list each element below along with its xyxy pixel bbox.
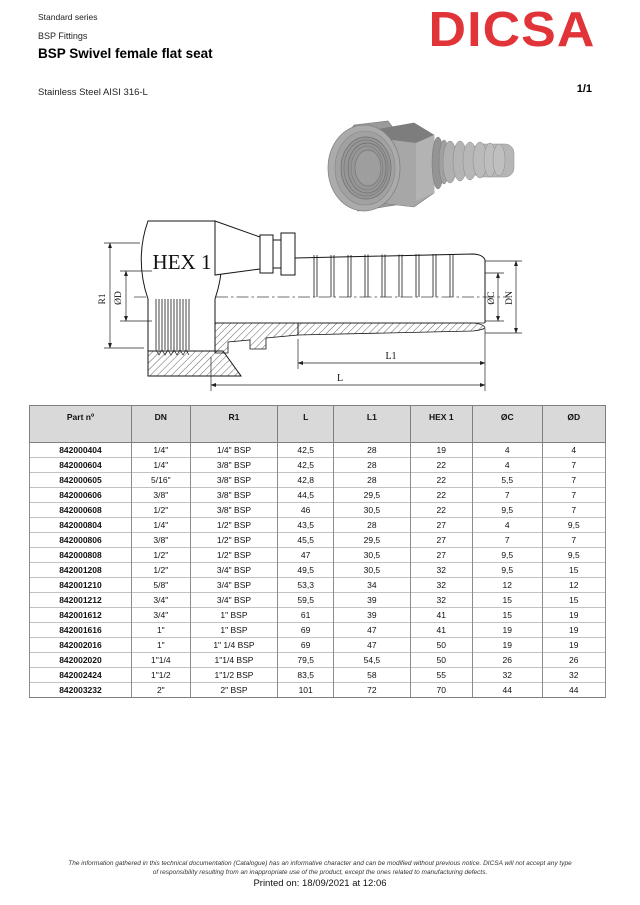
table-cell: 32	[410, 593, 472, 608]
table-header-row	[30, 406, 606, 443]
table-cell: 3/8" BSP	[190, 488, 278, 503]
table-cell: 43,5	[278, 518, 334, 533]
part-number-cell: 842000404	[30, 443, 132, 458]
table-cell: 5,5	[472, 473, 542, 488]
collar-cone	[215, 221, 260, 275]
table-cell: 9,5	[472, 548, 542, 563]
table-cell: 45,5	[278, 533, 334, 548]
table-row	[30, 623, 606, 638]
table-cell: 1/4"	[131, 518, 190, 533]
table-cell: 4	[542, 443, 605, 458]
table-cell: 3/8" BSP	[190, 473, 278, 488]
table-row	[30, 503, 606, 518]
table-row	[30, 653, 606, 668]
table-cell: 47	[278, 548, 334, 563]
table-cell: 72	[334, 683, 411, 698]
table-cell: 3/4" BSP	[190, 593, 278, 608]
table-cell: 1"	[131, 623, 190, 638]
table-cell: 15	[472, 593, 542, 608]
part-number-cell: 842000804	[30, 518, 132, 533]
table-row	[30, 638, 606, 653]
part-number-cell: 842000608	[30, 503, 132, 518]
disclaimer-line-1: The information gathered in this technical documentation (Catalogue) has an informative character and can be modified without previous notice. DICSA will not accept any type	[68, 860, 572, 867]
table-cell: 26	[542, 653, 605, 668]
dicsa-logo: DICSA	[428, 3, 595, 57]
table-cell: 29,5	[334, 533, 411, 548]
table-cell: 46	[278, 503, 334, 518]
table-cell: 34	[334, 578, 411, 593]
part-number-cell: 842001210	[30, 578, 132, 593]
collar-ring-2	[281, 233, 295, 275]
table-cell: 3/4"	[131, 593, 190, 608]
table-cell: 7	[472, 533, 542, 548]
table-cell: 1/2"	[131, 503, 190, 518]
hex-label: HEX 1	[152, 250, 212, 274]
fitting-photo	[322, 113, 518, 215]
table-cell: 1"1/4	[131, 653, 190, 668]
table-cell: 15	[542, 563, 605, 578]
oc-label: ØC	[487, 291, 497, 305]
table-cell: 1"	[131, 638, 190, 653]
table-cell: 1"1/2 BSP	[190, 668, 278, 683]
table-cell: 32	[410, 578, 472, 593]
table-cell: 32	[472, 668, 542, 683]
category-label: BSP Fittings	[38, 31, 88, 41]
table-cell: 69	[278, 623, 334, 638]
barb-ring	[493, 144, 505, 176]
table-row	[30, 608, 606, 623]
table-cell: 9,5	[542, 548, 605, 563]
part-number-cell: 842001208	[30, 563, 132, 578]
col-header-part: Part nº	[30, 406, 132, 443]
table-row	[30, 518, 606, 533]
table-row	[30, 488, 606, 503]
table-cell: 12	[542, 578, 605, 593]
table-cell: 15	[542, 593, 605, 608]
table-cell: 27	[410, 548, 472, 563]
table-row	[30, 548, 606, 563]
part-number-cell: 842002020	[30, 653, 132, 668]
table-cell: 50	[410, 638, 472, 653]
page-title: BSP Swivel female flat seat	[38, 46, 213, 61]
table-cell: 30,5	[334, 503, 411, 518]
table-cell: 58	[334, 668, 411, 683]
table-cell: 1" 1/4 BSP	[190, 638, 278, 653]
table-cell: 42,5	[278, 458, 334, 473]
table-cell: 28	[334, 443, 411, 458]
table-row	[30, 563, 606, 578]
table-cell: 22	[410, 458, 472, 473]
table-cell: 19	[542, 608, 605, 623]
shaft-top-edge	[295, 254, 485, 323]
table-cell: 3/4" BSP	[190, 563, 278, 578]
table-cell: 5/16"	[131, 473, 190, 488]
table-body	[30, 443, 606, 698]
part-number-cell: 842000808	[30, 548, 132, 563]
part-number-cell: 842003232	[30, 683, 132, 698]
series-label: Standard series	[38, 12, 98, 22]
table-cell: 1/4"	[131, 458, 190, 473]
table-cell: 41	[410, 608, 472, 623]
col-header-dn: DN	[131, 406, 190, 443]
col-header-l1: L1	[334, 406, 411, 443]
table-cell: 1/2" BSP	[190, 518, 278, 533]
table-cell: 59,5	[278, 593, 334, 608]
printed-on: Printed on: 18/09/2021 at 12:06	[253, 878, 387, 889]
l1-label: L1	[385, 351, 397, 362]
table-cell: 27	[410, 518, 472, 533]
table-cell: 1" BSP	[190, 623, 278, 638]
table-cell: 41	[410, 623, 472, 638]
table-cell: 53,3	[278, 578, 334, 593]
table-cell: 1" BSP	[190, 608, 278, 623]
table-cell: 2" BSP	[190, 683, 278, 698]
table-cell: 3/8"	[131, 488, 190, 503]
table-cell: 70	[410, 683, 472, 698]
table-cell: 101	[278, 683, 334, 698]
table-cell: 28	[334, 518, 411, 533]
table-cell: 55	[410, 668, 472, 683]
r1-label: R1	[98, 293, 108, 305]
table-row	[30, 578, 606, 593]
table-cell: 30,5	[334, 548, 411, 563]
part-number-cell: 842000806	[30, 533, 132, 548]
table-cell: 19	[542, 638, 605, 653]
table-cell: 22	[410, 488, 472, 503]
table-cell: 50	[410, 653, 472, 668]
col-header-hex1: HEX 1	[410, 406, 472, 443]
table-cell: 4	[472, 443, 542, 458]
table-cell: 27	[410, 533, 472, 548]
table-cell: 22	[410, 473, 472, 488]
table-cell: 1/4" BSP	[190, 443, 278, 458]
l-label: L	[336, 373, 344, 384]
od-label: ØD	[114, 291, 124, 305]
table-cell: 79,5	[278, 653, 334, 668]
table-cell: 42,5	[278, 443, 334, 458]
hex-front-facet	[416, 135, 434, 201]
table-cell: 83,5	[278, 668, 334, 683]
table-cell: 32	[542, 668, 605, 683]
table-cell: 7	[542, 458, 605, 473]
table-cell: 5/8"	[131, 578, 190, 593]
table-cell: 4	[472, 458, 542, 473]
table-row	[30, 668, 606, 683]
dim-r1	[104, 243, 144, 348]
table-cell: 32	[410, 563, 472, 578]
page-number: 1/1	[576, 83, 592, 95]
table-cell: 7	[472, 488, 542, 503]
collar-ring-1	[260, 235, 273, 273]
table-cell: 19	[472, 638, 542, 653]
part-number-cell: 842000604	[30, 458, 132, 473]
col-header-oc: ØC	[472, 406, 542, 443]
table-cell: 15	[472, 608, 542, 623]
table-cell: 44	[472, 683, 542, 698]
table-cell: 42,8	[278, 473, 334, 488]
dim-l	[211, 357, 485, 391]
table-cell: 28	[334, 473, 411, 488]
table-cell: 39	[334, 593, 411, 608]
col-header-od: ØD	[542, 406, 605, 443]
table-cell: 1"1/4 BSP	[190, 653, 278, 668]
shaft-wall-section	[298, 323, 485, 335]
table-cell: 47	[334, 623, 411, 638]
table-cell: 9,5	[472, 503, 542, 518]
table-row	[30, 593, 606, 608]
table-cell: 30,5	[334, 563, 411, 578]
table-cell: 19	[410, 443, 472, 458]
col-header-r1: R1	[190, 406, 278, 443]
table-cell: 19	[542, 623, 605, 638]
table-cell: 3/8"	[131, 533, 190, 548]
dn-label: DN	[505, 291, 515, 305]
table-cell: 47	[334, 638, 411, 653]
table-cell: 4	[472, 518, 542, 533]
table-cell: 1/4"	[131, 443, 190, 458]
table-cell: 29,5	[334, 488, 411, 503]
bore-hole	[355, 150, 381, 186]
parts-table	[29, 405, 606, 698]
table-cell: 39	[334, 608, 411, 623]
part-number-cell: 842000605	[30, 473, 132, 488]
table-cell: 7	[542, 503, 605, 518]
table-cell: 26	[472, 653, 542, 668]
col-header-l: L	[278, 406, 334, 443]
table-cell: 44,5	[278, 488, 334, 503]
collar-groove	[273, 240, 281, 268]
table-cell: 54,5	[334, 653, 411, 668]
table-cell: 49,5	[278, 563, 334, 578]
table-cell: 9,5	[472, 563, 542, 578]
table-cell: 1/2"	[131, 563, 190, 578]
table-cell: 3/4" BSP	[190, 578, 278, 593]
table-cell: 3/8" BSP	[190, 503, 278, 518]
part-number-cell: 842000606	[30, 488, 132, 503]
table-cell: 22	[410, 503, 472, 518]
table-cell: 28	[334, 458, 411, 473]
table-row	[30, 473, 606, 488]
barb-lines	[314, 254, 453, 297]
table-cell: 1"1/2	[131, 668, 190, 683]
table-cell: 1/2" BSP	[190, 533, 278, 548]
table-cell: 2"	[131, 683, 190, 698]
table-cell: 9,5	[542, 518, 605, 533]
table-cell: 1/2" BSP	[190, 548, 278, 563]
part-number-cell: 842001612	[30, 608, 132, 623]
table-cell: 3/4"	[131, 608, 190, 623]
table-row	[30, 533, 606, 548]
footer-disclaimer	[0, 860, 640, 878]
table-cell: 7	[542, 488, 605, 503]
nut-base-section	[148, 351, 241, 376]
table-row	[30, 443, 606, 458]
part-number-cell: 842001212	[30, 593, 132, 608]
table-cell: 69	[278, 638, 334, 653]
material-label: Stainless Steel AISI 316-L	[38, 87, 148, 98]
table-row	[30, 683, 606, 698]
spigot-step-section	[215, 323, 298, 353]
table-row	[30, 458, 606, 473]
disclaimer-line-2: of responsibility resulting from an inappropriate use of the product, except the ones related to manufacturing defects.	[152, 868, 488, 876]
table-cell: 7	[542, 533, 605, 548]
part-number-cell: 842002424	[30, 668, 132, 683]
part-number-cell: 842002016	[30, 638, 132, 653]
table-cell: 3/8" BSP	[190, 458, 278, 473]
table-cell: 12	[472, 578, 542, 593]
table-cell: 19	[472, 623, 542, 638]
table-cell: 44	[542, 683, 605, 698]
table-cell: 61	[278, 608, 334, 623]
technical-drawing	[88, 211, 532, 397]
nut-outline	[141, 221, 222, 351]
part-number-cell: 842001616	[30, 623, 132, 638]
table-cell: 7	[542, 473, 605, 488]
table-cell: 1/2"	[131, 548, 190, 563]
